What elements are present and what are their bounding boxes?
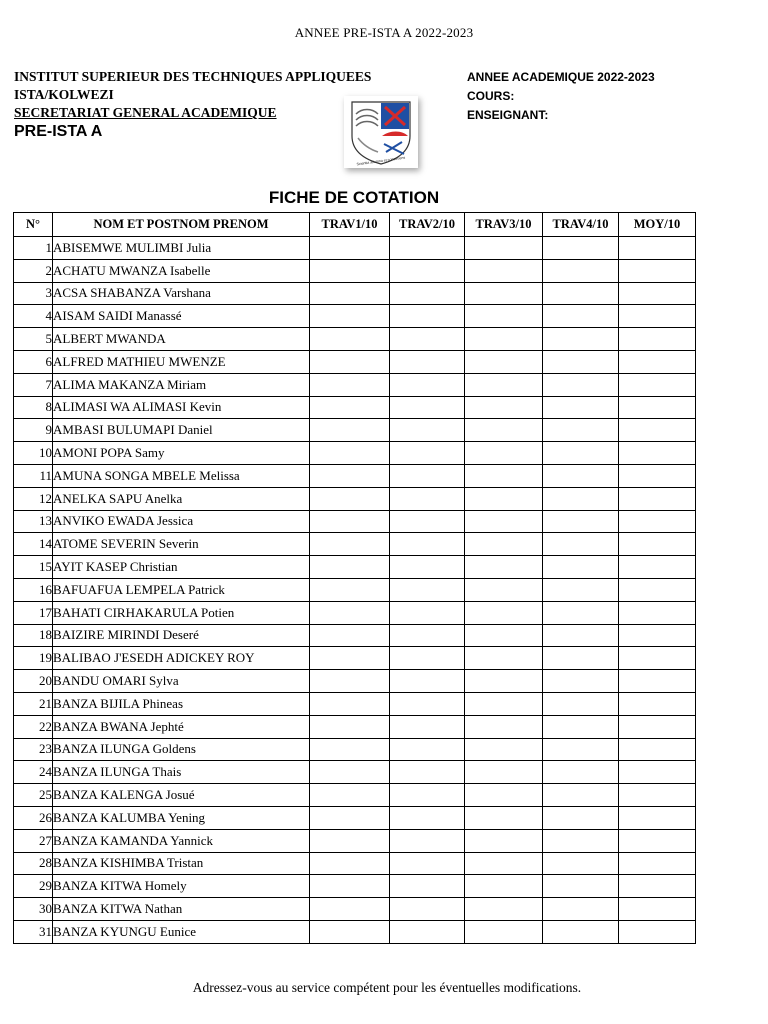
row-number: 9 [14,419,53,442]
row-number: 10 [14,442,53,465]
grade-cell-trav4[interactable] [543,464,619,487]
grade-cell-trav3[interactable] [465,829,543,852]
table-row [14,829,696,852]
grade-cell-trav3[interactable] [465,647,543,670]
grade-cell-moy[interactable] [619,419,696,442]
grade-cell-trav2[interactable] [390,601,465,624]
grade-cell-trav2[interactable] [390,396,465,419]
student-name: BALIBAO J'ESEDH ADICKEY ROY [53,647,310,670]
grade-cell-moy[interactable] [619,487,696,510]
student-name: BAIZIRE MIRINDI Deseré [53,624,310,647]
institution-header [14,68,371,141]
student-name: ALFRED MATHIEU MWENZE [53,350,310,373]
grade-cell-trav4[interactable] [543,510,619,533]
grade-cell-trav2[interactable] [390,259,465,282]
student-name: BANZA ILUNGA Thais [53,761,310,784]
table-row [14,647,696,670]
grade-cell-moy[interactable] [619,328,696,351]
grade-cell-trav3[interactable] [465,328,543,351]
student-name: BANDU OMARI Sylva [53,670,310,693]
document-year-title: ANNEE PRE-ISTA A 2022-2023 [294,25,474,40]
grade-cell-trav2[interactable] [390,806,465,829]
grade-cell-moy[interactable] [619,556,696,579]
class-name: PRE-ISTA A [14,123,103,140]
grade-cell-trav1[interactable] [310,305,390,328]
grade-cell-trav4[interactable] [543,806,619,829]
grade-cell-moy[interactable] [619,806,696,829]
grade-cell-trav2[interactable] [390,442,465,465]
grade-cell-moy[interactable] [619,259,696,282]
table-row [14,350,696,373]
grade-cell-trav4[interactable] [543,692,619,715]
grade-cell-trav4[interactable] [543,829,619,852]
grade-cell-trav3[interactable] [465,806,543,829]
grade-cell-trav1[interactable] [310,829,390,852]
table-row [14,920,696,943]
table-row [14,898,696,921]
grade-cell-trav3[interactable] [465,624,543,647]
grade-cell-trav3[interactable] [465,510,543,533]
student-name: ACSA SHABANZA Varshana [53,282,310,305]
academic-year: ANNEE ACADEMIQUE 2022-2023 [467,70,655,84]
grade-cell-moy[interactable] [619,875,696,898]
row-number: 4 [14,305,53,328]
row-number: 28 [14,852,53,875]
sheet-title: FICHE DE COTATION [268,188,440,207]
grades-table [13,212,696,944]
course-info [467,68,655,125]
row-number: 18 [14,624,53,647]
grade-cell-moy[interactable] [619,350,696,373]
grade-cell-moy[interactable] [619,396,696,419]
grade-cell-moy[interactable] [619,647,696,670]
grade-cell-trav2[interactable] [390,920,465,943]
grade-cell-trav3[interactable] [465,442,543,465]
grade-cell-trav3[interactable] [465,715,543,738]
row-number: 5 [14,328,53,351]
grade-cell-trav4[interactable] [543,282,619,305]
grade-cell-trav1[interactable] [310,237,390,260]
grade-cell-trav2[interactable] [390,715,465,738]
grade-cell-trav3[interactable] [465,259,543,282]
student-name: BANZA KALENGA Josué [53,784,310,807]
grade-cell-moy[interactable] [619,601,696,624]
grade-cell-trav3[interactable] [465,601,543,624]
grade-cell-trav3[interactable] [465,670,543,693]
table-row [14,692,696,715]
grade-cell-moy[interactable] [619,898,696,921]
grade-cell-trav3[interactable] [465,533,543,556]
grade-cell-moy[interactable] [619,237,696,260]
grade-cell-trav1[interactable] [310,259,390,282]
grade-cell-moy[interactable] [619,624,696,647]
grade-cell-trav1[interactable] [310,761,390,784]
table-header-row [14,213,696,237]
row-number: 24 [14,761,53,784]
grade-cell-trav1[interactable] [310,898,390,921]
table-row [14,442,696,465]
row-number: 29 [14,875,53,898]
student-name: ACHATU MWANZA Isabelle [53,259,310,282]
student-name: BANZA KALUMBA Yening [53,806,310,829]
student-name: ALIMASI WA ALIMASI Kevin [53,396,310,419]
grade-cell-trav2[interactable] [390,487,465,510]
grade-cell-moy[interactable] [619,578,696,601]
student-name: BANZA BWANA Jephté [53,715,310,738]
grade-cell-trav3[interactable] [465,487,543,510]
row-number: 21 [14,692,53,715]
row-number: 30 [14,898,53,921]
grade-cell-trav2[interactable] [390,670,465,693]
teacher-label: ENSEIGNANT: [467,108,549,122]
table-row [14,784,696,807]
student-name: BANZA KAMANDA Yannick [53,829,310,852]
grade-cell-trav2[interactable] [390,328,465,351]
student-name: AYIT KASEP Christian [53,556,310,579]
grade-cell-trav2[interactable] [390,350,465,373]
grade-cell-trav4[interactable] [543,533,619,556]
shield-emblem-icon [344,96,418,168]
grade-cell-trav3[interactable] [465,784,543,807]
column-header-trav4: TRAV4/10 [543,213,619,237]
grade-cell-trav3[interactable] [465,578,543,601]
grade-cell-trav2[interactable] [390,464,465,487]
grade-cell-trav4[interactable] [543,715,619,738]
grade-cell-trav4[interactable] [543,487,619,510]
grade-cell-trav4[interactable] [543,442,619,465]
table-row [14,419,696,442]
grade-cell-trav3[interactable] [465,237,543,260]
course-label: COURS: [467,89,515,103]
column-header-trav2: TRAV2/10 [390,213,465,237]
grade-cell-moy[interactable] [619,784,696,807]
secretariat-name: SECRETARIAT GENERAL ACADEMIQUE [14,105,277,120]
grade-cell-moy[interactable] [619,829,696,852]
row-number: 3 [14,282,53,305]
grade-cell-moy[interactable] [619,282,696,305]
student-name: ABISEMWE MULIMBI Julia [53,237,310,260]
row-number: 6 [14,350,53,373]
footer-note: Adressez-vous au service compétent pour les éventuelles modifications. [192,980,582,995]
table-row [14,305,696,328]
grade-cell-moy[interactable] [619,510,696,533]
row-number: 13 [14,510,53,533]
grade-cell-trav4[interactable] [543,350,619,373]
grade-cell-trav3[interactable] [465,692,543,715]
grade-cell-trav3[interactable] [465,556,543,579]
column-header-name: NOM ET POSTNOM PRENOM [53,213,310,237]
grade-cell-trav1[interactable] [310,920,390,943]
grade-cell-trav2[interactable] [390,875,465,898]
table-row [14,806,696,829]
row-number: 19 [14,647,53,670]
row-number: 12 [14,487,53,510]
table-row [14,510,696,533]
grade-cell-moy[interactable] [619,533,696,556]
grade-cell-trav1[interactable] [310,419,390,442]
grade-cell-moy[interactable] [619,761,696,784]
grade-cell-trav4[interactable] [543,761,619,784]
grade-cell-trav1[interactable] [310,852,390,875]
grade-cell-trav4[interactable] [543,647,619,670]
grade-cell-trav1[interactable] [310,670,390,693]
grade-cell-trav1[interactable] [310,282,390,305]
grade-cell-moy[interactable] [619,442,696,465]
grade-cell-trav3[interactable] [465,419,543,442]
grade-cell-trav1[interactable] [310,715,390,738]
table-row [14,259,696,282]
grade-cell-trav4[interactable] [543,396,619,419]
grade-cell-trav2[interactable] [390,624,465,647]
grade-cell-trav4[interactable] [543,624,619,647]
grade-cell-trav1[interactable] [310,556,390,579]
grade-cell-trav2[interactable] [390,738,465,761]
student-name: BAFUAFUA LEMPELA Patrick [53,578,310,601]
row-number: 20 [14,670,53,693]
grade-cell-trav1[interactable] [310,784,390,807]
grade-cell-trav1[interactable] [310,806,390,829]
student-name: BANZA BIJILA Phineas [53,692,310,715]
grade-cell-trav3[interactable] [465,898,543,921]
student-name: BANZA KISHIMBA Tristan [53,852,310,875]
student-name: BANZA KITWA Nathan [53,898,310,921]
table-row [14,852,696,875]
row-number: 1 [14,237,53,260]
grade-cell-trav1[interactable] [310,533,390,556]
grade-cell-trav1[interactable] [310,464,390,487]
student-name: AISAM SAIDI Manassé [53,305,310,328]
student-name: BAHATI CIRHAKARULA Potien [53,601,310,624]
table-row [14,601,696,624]
row-number: 23 [14,738,53,761]
table-row [14,396,696,419]
student-name: BANZA KITWA Homely [53,875,310,898]
grade-cell-trav2[interactable] [390,692,465,715]
grade-cell-trav2[interactable] [390,305,465,328]
table-row [14,761,696,784]
grade-cell-trav2[interactable] [390,419,465,442]
row-number: 27 [14,829,53,852]
grade-cell-trav1[interactable] [310,510,390,533]
table-row [14,738,696,761]
grade-cell-trav3[interactable] [465,920,543,943]
logo-motto: Scientia allumna et construens [356,155,406,167]
column-header-trav1: TRAV1/10 [310,213,390,237]
grade-cell-trav4[interactable] [543,738,619,761]
table-row [14,464,696,487]
row-number: 8 [14,396,53,419]
student-name: AMBASI BULUMAPI Daniel [53,419,310,442]
grade-cell-trav3[interactable] [465,373,543,396]
grade-cell-trav3[interactable] [465,464,543,487]
table-row [14,670,696,693]
table-row [14,487,696,510]
grade-cell-trav2[interactable] [390,237,465,260]
table-row [14,328,696,351]
institute-location: ISTA/KOLWEZI [14,87,114,102]
row-number: 26 [14,806,53,829]
grade-cell-trav1[interactable] [310,875,390,898]
row-number: 31 [14,920,53,943]
grade-cell-trav3[interactable] [465,282,543,305]
row-number: 11 [14,464,53,487]
grade-cell-trav3[interactable] [465,738,543,761]
grade-cell-trav1[interactable] [310,692,390,715]
column-header-number: N° [14,213,53,237]
table-row [14,237,696,260]
table-row [14,533,696,556]
student-name: ANVIKO EWADA Jessica [53,510,310,533]
student-name: AMONI POPA Samy [53,442,310,465]
grade-cell-trav1[interactable] [310,442,390,465]
grade-cell-trav1[interactable] [310,373,390,396]
student-name: ALBERT MWANDA [53,328,310,351]
table-row [14,875,696,898]
grade-cell-trav1[interactable] [310,350,390,373]
grade-cell-trav3[interactable] [465,396,543,419]
table-row [14,624,696,647]
grade-cell-trav1[interactable] [310,624,390,647]
row-number: 14 [14,533,53,556]
grade-cell-trav2[interactable] [390,852,465,875]
grade-cell-moy[interactable] [619,373,696,396]
grade-cell-trav2[interactable] [390,829,465,852]
grade-cell-trav4[interactable] [543,852,619,875]
grade-cell-trav1[interactable] [310,647,390,670]
table-row [14,373,696,396]
grade-cell-trav4[interactable] [543,898,619,921]
student-name: ATOME SEVERIN Severin [53,533,310,556]
grade-cell-trav2[interactable] [390,578,465,601]
grade-cell-moy[interactable] [619,464,696,487]
row-number: 7 [14,373,53,396]
row-number: 17 [14,601,53,624]
grade-cell-moy[interactable] [619,852,696,875]
grade-cell-trav3[interactable] [465,875,543,898]
grade-cell-moy[interactable] [619,715,696,738]
grade-cell-moy[interactable] [619,692,696,715]
student-name: AMUNA SONGA MBELE Melissa [53,464,310,487]
column-header-moy: MOY/10 [619,213,696,237]
grade-cell-trav3[interactable] [465,852,543,875]
grade-cell-trav4[interactable] [543,670,619,693]
grade-cell-moy[interactable] [619,920,696,943]
grade-cell-trav2[interactable] [390,510,465,533]
student-name: ANELKA SAPU Anelka [53,487,310,510]
row-number: 16 [14,578,53,601]
grade-cell-trav4[interactable] [543,784,619,807]
grade-cell-trav4[interactable] [543,259,619,282]
grade-cell-trav4[interactable] [543,373,619,396]
grade-cell-trav2[interactable] [390,898,465,921]
row-number: 25 [14,784,53,807]
table-row [14,556,696,579]
grade-cell-trav4[interactable] [543,556,619,579]
grade-cell-trav2[interactable] [390,761,465,784]
row-number: 15 [14,556,53,579]
grade-cell-trav1[interactable] [310,328,390,351]
grade-cell-trav1[interactable] [310,578,390,601]
grade-cell-trav2[interactable] [390,784,465,807]
grade-cell-trav2[interactable] [390,282,465,305]
table-row [14,715,696,738]
student-name: BANZA KYUNGU Eunice [53,920,310,943]
institute-logo [344,96,418,168]
grade-cell-trav3[interactable] [465,761,543,784]
grade-cell-trav1[interactable] [310,487,390,510]
grade-cell-trav2[interactable] [390,556,465,579]
grade-cell-trav2[interactable] [390,373,465,396]
grade-cell-trav4[interactable] [543,328,619,351]
grade-cell-trav4[interactable] [543,875,619,898]
student-name: BANZA ILUNGA Goldens [53,738,310,761]
table-row [14,282,696,305]
grade-cell-trav3[interactable] [465,350,543,373]
grade-cell-trav1[interactable] [310,396,390,419]
grade-cell-trav1[interactable] [310,601,390,624]
grade-cell-trav2[interactable] [390,647,465,670]
grade-cell-trav4[interactable] [543,305,619,328]
institute-name: INSTITUT SUPERIEUR DES TECHNIQUES APPLIQUEES [14,69,372,84]
grade-cell-moy[interactable] [619,670,696,693]
column-header-trav3: TRAV3/10 [465,213,543,237]
grade-cell-trav4[interactable] [543,578,619,601]
table-row [14,578,696,601]
grade-cell-trav4[interactable] [543,419,619,442]
student-name: ALIMA MAKANZA Miriam [53,373,310,396]
grade-cell-moy[interactable] [619,738,696,761]
row-number: 2 [14,259,53,282]
grade-cell-trav2[interactable] [390,533,465,556]
grade-cell-trav3[interactable] [465,305,543,328]
grade-cell-trav4[interactable] [543,601,619,624]
grade-cell-moy[interactable] [619,305,696,328]
grade-cell-trav4[interactable] [543,920,619,943]
grade-cell-trav4[interactable] [543,237,619,260]
row-number: 22 [14,715,53,738]
grade-cell-trav1[interactable] [310,738,390,761]
